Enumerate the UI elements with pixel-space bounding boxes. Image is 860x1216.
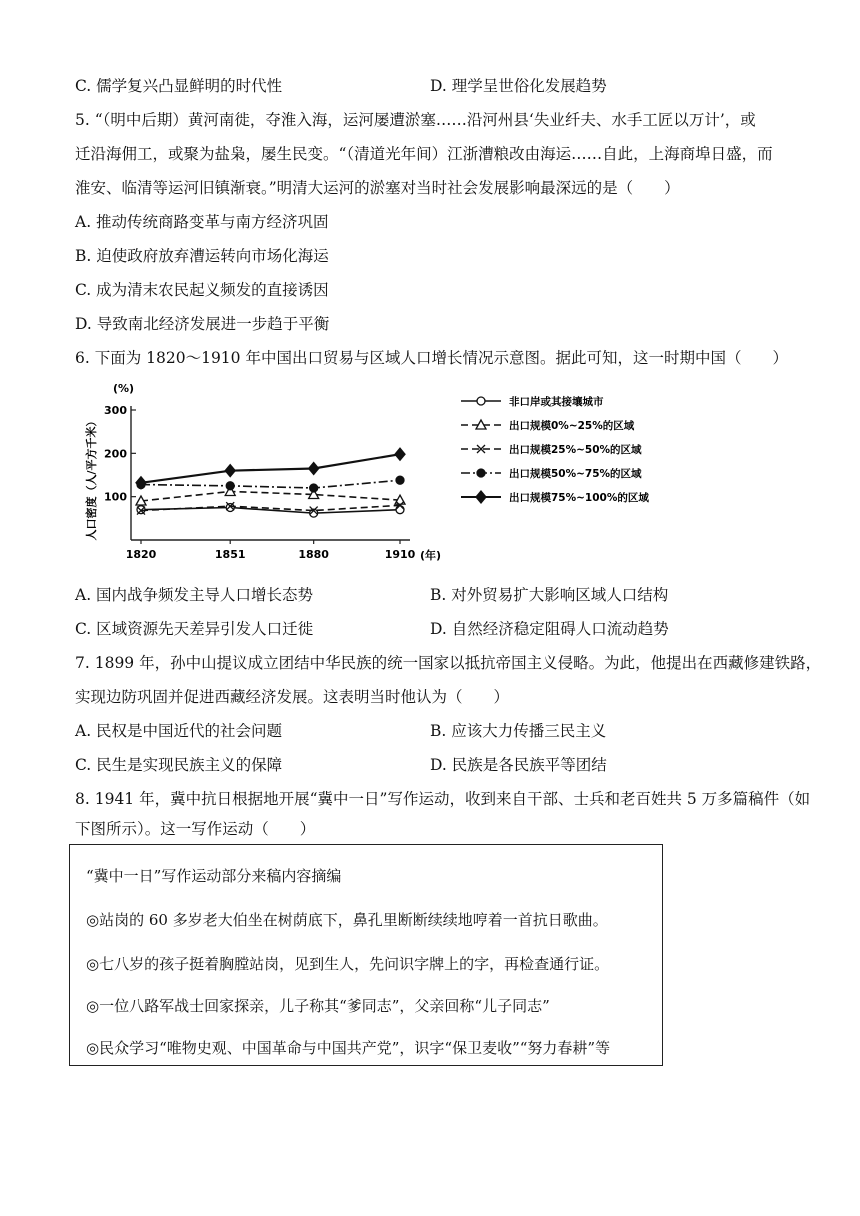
q6-option-d: D. 自然经济稳定阻碍人口流动趋势 (430, 620, 669, 638)
q8-box-line-3: ◎一位八路军战士回家探亲，儿子称其“爹同志”，父亲回称“儿子同志” (86, 997, 550, 1015)
q5-option-a: A. 推动传统商路变革与南方经济巩固 (75, 213, 329, 231)
q7-option-d: D. 民族是各民族平等团结 (430, 756, 607, 774)
q5-option-b: B. 迫使政府放弃漕运转向市场化海运 (75, 247, 329, 265)
chart-y-label: 人口密度（人/平方千米） (85, 415, 98, 541)
series-3 (137, 501, 404, 514)
data-point (395, 448, 405, 460)
q6-option-c: C. 区域资源先天差异引发人口迁徙 (75, 620, 314, 638)
data-point (226, 504, 234, 512)
data-point (225, 465, 235, 477)
q8-box-line-4: ◎民众学习“唯物史观、中国革命与中国共产党”，识字“保卫麦收”“努力春耕”等 (86, 1039, 611, 1057)
legend-item (461, 491, 649, 504)
data-point (309, 463, 319, 475)
q4-option-c: C. 儒学复兴凸显鲜明的时代性 (75, 77, 283, 95)
q8-stem-line-2: 下图所示）。这一写作运动（ ） (75, 820, 316, 838)
q7-option-c: C. 民生是实现民族主义的保障 (75, 756, 283, 774)
y-tick-label: 200 (104, 447, 127, 461)
data-point (396, 506, 404, 514)
legend-label: 出口规模25%~50%的区域 (509, 444, 642, 456)
x-tick-label: 1820 (125, 548, 157, 561)
x-tick-label: 1880 (298, 548, 329, 561)
q5-option-d: D. 导致南北经济发展进一步趋于平衡 (75, 315, 330, 333)
data-point (396, 476, 404, 484)
series-line (141, 454, 400, 483)
q7-stem-line-1: 7. 1899 年，孙中山提议成立团结中华民族的统一国家以抵抗帝国主义侵略。为此，他提出在西藏修建铁路， (75, 654, 822, 672)
data-point (310, 484, 318, 492)
legend-item (461, 443, 642, 456)
y-tick-label: 100 (104, 490, 127, 504)
q7-option-a: A. 民权是中国近代的社会问题 (75, 722, 283, 740)
chart-x-unit: (年) (420, 549, 442, 562)
q4-option-d: D. 理学呈世俗化发展趋势 (430, 77, 607, 95)
q5-stem-line-1: 5. “（明中后期）黄河南徙，夺淮入海，运河屡遭淤塞……沿河州县‘失业纤夫、水手工匠以万计’，或 (75, 111, 756, 129)
q7-stem-line-2: 实现边防巩固并促进西藏经济发展。这表明当时他认为（ ） (75, 688, 510, 706)
series-2 (136, 486, 405, 505)
population-chart (75, 378, 695, 574)
x-tick-label: 1910 (384, 548, 416, 561)
q5-stem-line-2: 迁沿海佣工，或聚为盐枭，屡生民变。“（清道光年间）江浙漕粮改由海运……自此，上海商埠日盛，而 (75, 145, 773, 163)
legend-marker (477, 397, 485, 405)
legend-label: 出口规模50%~75%的区域 (509, 468, 642, 480)
legend-item (461, 467, 642, 480)
q8-excerpt-box (69, 844, 663, 1066)
q7-option-b: B. 应该大力传播三民主义 (430, 722, 607, 740)
legend-marker (477, 469, 485, 477)
chart-y-unit: (%) (113, 382, 135, 395)
q8-box-line-2: ◎七八岁的孩子挺着胸膛站岗，见到生人，先问识字牌上的字，再检查通行证。 (86, 955, 610, 973)
series-line (141, 480, 400, 488)
x-tick-label: 1851 (214, 548, 246, 561)
q5-stem-line-3: 淮安、临清等运河旧镇渐衰。”明清大运河的淤塞对当时社会发展影响最深远的是（ ） (75, 179, 680, 197)
series-1 (137, 504, 404, 518)
legend-marker (476, 491, 486, 503)
q8-stem-line-1: 8. 1941 年，冀中抗日根据地开展“冀中一日”写作运动，收到来自干部、士兵和老百姓共 5 万多篇稿件（如 (75, 790, 811, 808)
q8-box-title: “冀中一日”写作运动部分来稿内容摘编 (86, 867, 342, 885)
legend-label: 非口岸或其接壤城市 (509, 396, 604, 408)
series-line (141, 491, 400, 501)
legend-label: 出口规模75%~100%的区域 (509, 492, 649, 504)
q6-option-a: A. 国内战争频发主导人口增长态势 (75, 586, 314, 604)
q6-option-b: B. 对外贸易扩大影响区域人口结构 (430, 586, 669, 604)
y-tick-label: 300 (104, 404, 127, 417)
legend-item (461, 419, 635, 432)
legend-label: 出口规模0%~25%的区域 (509, 420, 635, 432)
q8-box-line-1: ◎站岗的 60 多岁老大伯坐在树荫底下，鼻孔里断断续续地哼着一首抗日歌曲。 (86, 911, 608, 929)
data-point (226, 482, 234, 490)
legend-item (461, 395, 604, 408)
q6-stem: 6. 下面为 1820～1910 年中国出口贸易与区域人口增长情况示意图。据此可知，这一时期中国（ ） (75, 349, 788, 367)
q5-option-c: C. 成为清末农民起义频发的直接诱因 (75, 281, 329, 299)
